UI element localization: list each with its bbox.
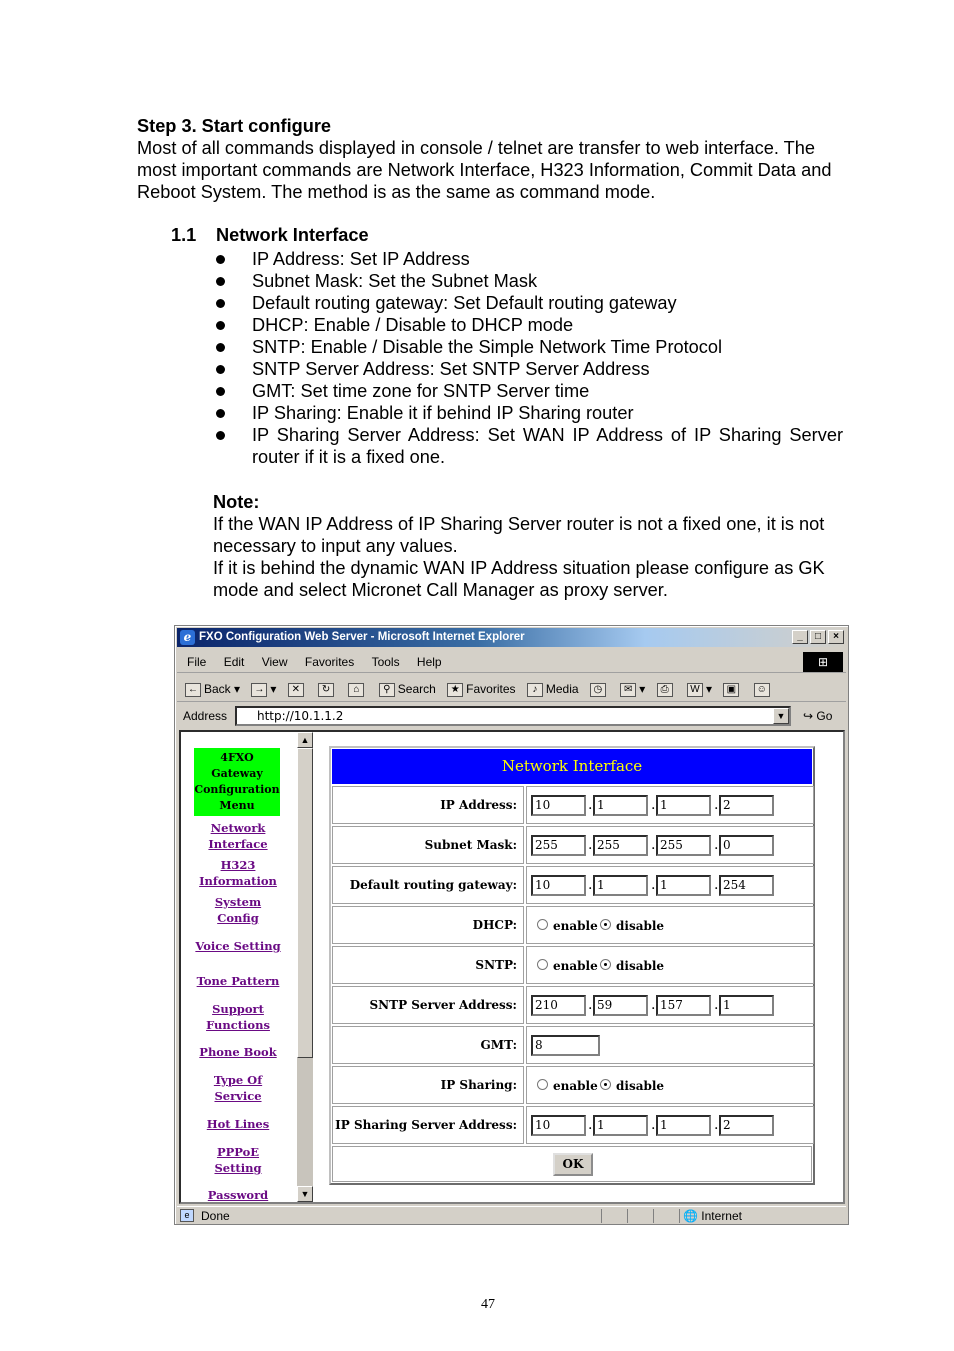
- left-frame: [181, 732, 295, 1202]
- discuss-button[interactable]: [723, 676, 742, 702]
- subnet-mask-octet-4[interactable]: 0: [719, 835, 774, 856]
- menu-tools[interactable]: Tools: [371, 655, 400, 669]
- gateway-label: Default routing gateway:: [332, 866, 524, 904]
- submit-row: [332, 1146, 812, 1182]
- subnet-mask-octet-2[interactable]: 255: [593, 835, 648, 856]
- note-title: Note:: [213, 492, 260, 512]
- edit-button[interactable]: W ▾: [687, 676, 712, 702]
- ip-sharing-row: IP Sharing: enable disable: [332, 1066, 812, 1104]
- note-block: [213, 491, 843, 601]
- ip-sharing-server-label: IP Sharing Server Address:: [332, 1106, 524, 1144]
- bullet-icon: [216, 365, 225, 374]
- gmt-label: GMT:: [332, 1026, 524, 1064]
- favorites-icon: ★: [447, 683, 463, 697]
- bullet-icon: [216, 343, 225, 352]
- right-frame: [315, 732, 845, 1202]
- list-item: SNTP Server Address: Set SNTP Server Address: [213, 358, 843, 380]
- sidebar-item-h323-information[interactable]: H323 Information: [199, 858, 277, 888]
- close-button[interactable]: ×: [828, 630, 844, 644]
- list-item: Subnet Mask: Set the Subnet Mask: [213, 270, 843, 292]
- menu-help[interactable]: Help: [416, 655, 442, 669]
- intro-paragraph: Most of all commands displayed in console / telnet are transfer to web interface. The most important commands are Network Interface, H323 Information, Commit Data and Reboot System. The method is as the same as command mode.: [137, 138, 832, 202]
- minimize-button[interactable]: _: [792, 630, 808, 644]
- sidebar-item-voice-setting[interactable]: Voice Setting: [195, 939, 281, 953]
- sidebar-item-system-config[interactable]: System Config: [214, 895, 262, 925]
- subnet-mask-octet-3[interactable]: 255: [656, 835, 711, 856]
- search-button[interactable]: ⚲ Search: [379, 676, 436, 702]
- globe-icon: 🌐: [683, 1209, 698, 1223]
- bullet-icon: [216, 409, 225, 418]
- list-item: DHCP: Enable / Disable to DHCP mode: [213, 314, 843, 336]
- bullet-icon: [216, 299, 225, 308]
- sidebar-item-password[interactable]: Password: [207, 1188, 269, 1202]
- form-heading: Network Interface: [332, 749, 812, 784]
- home-button[interactable]: [348, 676, 367, 702]
- ip-sharing-disable-radio[interactable]: [600, 1079, 611, 1090]
- discuss-icon: ▣: [723, 683, 739, 697]
- bullet-icon: [216, 431, 225, 440]
- menu-header: 4FXO Gateway Configuration Menu: [194, 748, 280, 816]
- dhcp-label: DHCP:: [332, 906, 524, 944]
- gmt-input[interactable]: 8: [531, 1035, 600, 1056]
- ip-address-label: IP Address:: [332, 786, 524, 824]
- menu-view[interactable]: View: [261, 655, 288, 669]
- ip-address-row: IP Address: 10 . 1 . 1 . 2: [332, 786, 812, 824]
- favorites-button[interactable]: ★ Favorites: [447, 676, 515, 702]
- ip-address-octet-2[interactable]: 1: [593, 795, 648, 816]
- gateway-octet-3[interactable]: 1: [656, 875, 711, 896]
- menu-edit[interactable]: Edit: [223, 655, 245, 669]
- sntp-server-row: SNTP Server Address: 210 . 59 . 157 . 1: [332, 986, 812, 1024]
- subnet-mask-octet-1[interactable]: 255: [531, 835, 586, 856]
- menu-bar: [177, 651, 846, 673]
- gateway-row: Default routing gateway: 10 . 1 . 1 . 254: [332, 866, 812, 904]
- page-icon: e: [180, 1209, 194, 1222]
- sidebar-item-network-interface[interactable]: Network Interface: [208, 821, 268, 851]
- history-icon: ◷: [590, 683, 606, 697]
- list-item: SNTP: Enable / Disable the Simple Network Time Protocol: [213, 336, 843, 358]
- sntp-enable-radio[interactable]: [537, 959, 548, 970]
- search-icon: ⚲: [379, 683, 395, 697]
- go-button[interactable]: ↪ Go: [803, 709, 833, 723]
- ip-sharing-server-row: IP Sharing Server Address: 10 . 1 . 1 . 2: [332, 1106, 812, 1144]
- dhcp-row: DHCP: enable disable: [332, 906, 812, 944]
- windows-logo-icon: ⊞: [803, 652, 843, 672]
- gateway-octet-1[interactable]: 10: [531, 875, 586, 896]
- sntp-server-label: SNTP Server Address:: [332, 986, 524, 1024]
- left-frame-scrollbar[interactable]: [297, 732, 313, 1202]
- bullet-icon: [216, 387, 225, 396]
- sntp-server-octet-2[interactable]: 59: [593, 995, 648, 1016]
- forward-button[interactable]: → ▾: [251, 676, 276, 702]
- section-number: 1.1: [171, 225, 197, 245]
- list-item: Default routing gateway: Set Default routing gateway: [213, 292, 843, 314]
- note-text: If the WAN IP Address of IP Sharing Server router is not a fixed one, it is not necessary to input any values.: [213, 514, 825, 556]
- dhcp-enable-radio[interactable]: [537, 919, 548, 930]
- history-button[interactable]: [590, 676, 609, 702]
- ip-sharing-enable-radio[interactable]: [537, 1079, 548, 1090]
- address-dropdown-icon[interactable]: ▼: [773, 708, 789, 724]
- menu-file[interactable]: File: [187, 655, 207, 669]
- dhcp-disable-radio[interactable]: [600, 919, 611, 930]
- ip-sharing-label: IP Sharing:: [332, 1066, 524, 1104]
- back-button[interactable]: ← Back ▾: [185, 676, 240, 702]
- menu-favorites[interactable]: Favorites: [304, 655, 355, 669]
- messenger-icon: ☺: [754, 683, 770, 697]
- security-zone: 🌐 Internet: [683, 1209, 742, 1223]
- bullet-list: [213, 248, 843, 468]
- ip-address-octet-4[interactable]: 2: [719, 795, 774, 816]
- list-item: GMT: Set time zone for SNTP Server time: [213, 380, 843, 402]
- browser-window: [174, 625, 849, 1225]
- gateway-octet-4[interactable]: 254: [719, 875, 774, 896]
- subnet-mask-label: Subnet Mask:: [332, 826, 524, 864]
- address-label: Address: [183, 709, 228, 723]
- list-item: IP Address: Set IP Address: [213, 248, 843, 270]
- list-item: IP Sharing: Enable it if behind IP Sharing router: [213, 402, 843, 424]
- ok-button[interactable]: OK: [553, 1153, 593, 1176]
- section-title: Network Interface: [216, 225, 369, 245]
- sntp-server-octet-3[interactable]: 157: [656, 995, 711, 1016]
- document-body: [137, 115, 842, 203]
- sidebar-item-tone-pattern[interactable]: Tone Pattern: [196, 974, 280, 988]
- address-input[interactable]: http://10.1.1.2: [235, 706, 791, 726]
- section-heading: [171, 225, 369, 246]
- messenger-button[interactable]: [754, 676, 773, 702]
- sidebar-item-hot-lines[interactable]: Hot Lines: [206, 1117, 270, 1131]
- ie-logo-icon: e: [180, 630, 195, 645]
- gateway-octet-2[interactable]: 1: [593, 875, 648, 896]
- media-button[interactable]: ♪ Media: [527, 676, 579, 702]
- mail-button[interactable]: ✉ ▾: [620, 676, 645, 702]
- gmt-row: [332, 1026, 812, 1064]
- edit-icon: W: [687, 683, 703, 697]
- ip-address-octet-1[interactable]: 10: [531, 795, 586, 816]
- list-item: IP Sharing Server Address: Set WAN IP Address of IP Sharing Server router if it is a fixed one.: [213, 424, 843, 468]
- sidebar-item-pppoe-setting[interactable]: PPPoE Setting: [214, 1145, 262, 1175]
- page-viewport: [179, 730, 845, 1204]
- stop-button[interactable]: [288, 676, 307, 702]
- forward-arrow-icon: →: [251, 683, 267, 697]
- sidebar-item-type-of-service[interactable]: Type Of Service: [213, 1073, 263, 1103]
- sntp-label: SNTP:: [332, 946, 524, 984]
- subnet-mask-row: Subnet Mask: 255 . 255 . 255 . 0: [332, 826, 812, 864]
- status-bar: [177, 1206, 846, 1224]
- sntp-server-octet-1[interactable]: 210: [531, 995, 586, 1016]
- scrollbar-thumb[interactable]: [297, 748, 313, 1058]
- ip-address-octet-3[interactable]: 1: [656, 795, 711, 816]
- window-title: FXO Configuration Web Server - Microsoft Internet Explorer: [199, 631, 525, 643]
- sidebar-item-phone-book[interactable]: Phone Book: [199, 1045, 277, 1059]
- maximize-button[interactable]: □: [810, 630, 826, 644]
- bullet-icon: [216, 277, 225, 286]
- scroll-down-icon[interactable]: ▼: [297, 1186, 313, 1202]
- stop-icon: ✕: [288, 683, 304, 697]
- toolbar: [177, 676, 846, 702]
- sntp-row: SNTP: enable disable: [332, 946, 812, 984]
- scroll-up-icon[interactable]: ▲: [297, 732, 313, 748]
- media-icon: ♪: [527, 683, 543, 697]
- ip-sharing-server-octet-2[interactable]: 1: [593, 1115, 648, 1136]
- ip-sharing-server-octet-4[interactable]: 2: [719, 1115, 774, 1136]
- back-arrow-icon: ←: [185, 683, 201, 697]
- ip-sharing-server-octet-1[interactable]: 10: [531, 1115, 586, 1136]
- sntp-disable-radio[interactable]: [600, 959, 611, 970]
- window-controls: [792, 630, 844, 644]
- title-bar: [177, 628, 846, 647]
- bullet-icon: [216, 321, 225, 330]
- sidebar-item-support-functions[interactable]: Support Functions: [206, 1002, 270, 1032]
- print-icon: ⎙: [657, 683, 673, 697]
- network-interface-form: [329, 746, 815, 1185]
- address-bar: [177, 704, 846, 728]
- print-button[interactable]: [657, 676, 676, 702]
- status-text: Done: [201, 1209, 230, 1223]
- page-number: 47: [481, 1297, 495, 1312]
- home-icon: ⌂: [348, 683, 364, 697]
- sntp-server-octet-4[interactable]: 1: [719, 995, 774, 1016]
- ip-sharing-server-octet-3[interactable]: 1: [656, 1115, 711, 1136]
- mail-icon: ✉: [620, 683, 636, 697]
- refresh-button[interactable]: [318, 676, 337, 702]
- refresh-icon: ↻: [318, 683, 334, 697]
- note-text: If it is behind the dynamic WAN IP Address situation please configure as GK mode and select Micronet Call Manager as proxy server.: [213, 558, 825, 600]
- bullet-icon: [216, 255, 225, 264]
- step-title: Step 3. Start configure: [137, 116, 332, 136]
